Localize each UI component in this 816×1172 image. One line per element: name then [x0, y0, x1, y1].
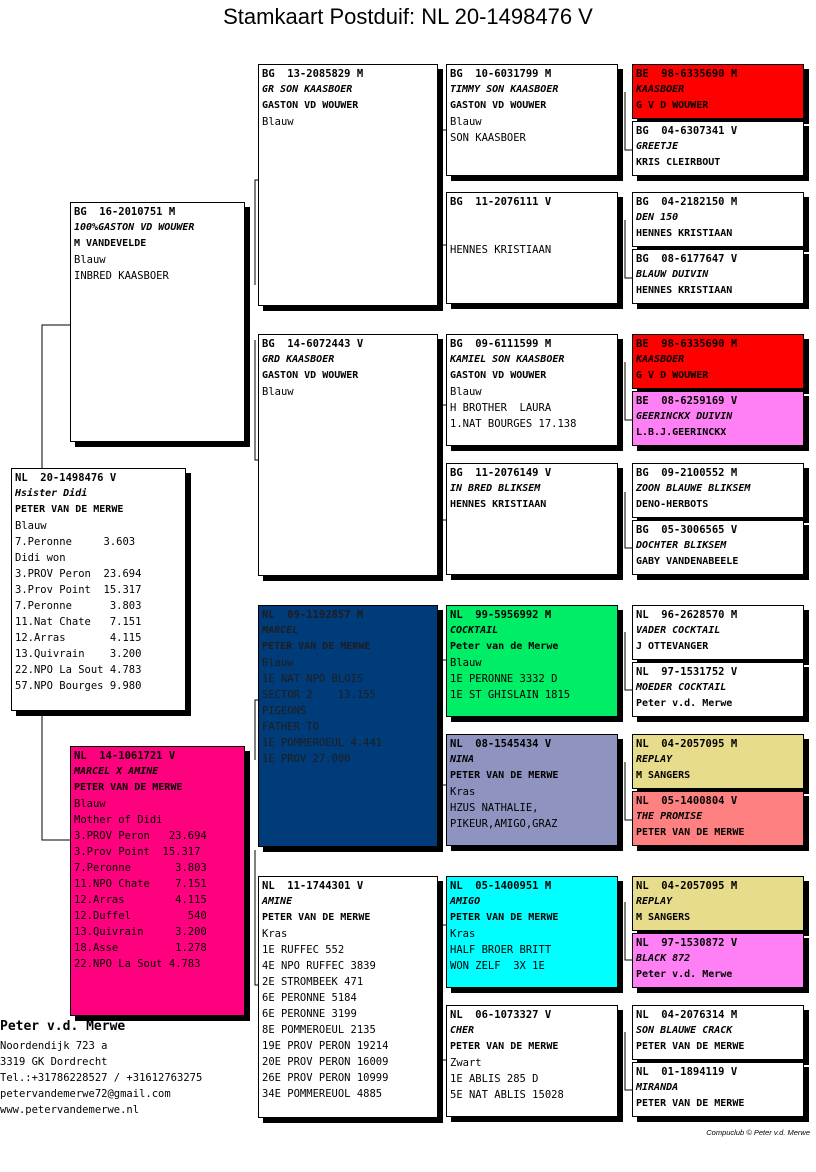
page-title: Stamkaart Postduif: NL 20-1498476 V — [223, 4, 593, 29]
bird-info-line: Didi won — [15, 552, 66, 564]
bird-breeder: PETER VAN DE MERWE — [262, 641, 371, 652]
bird-ring-number: NL 20-1498476 V — [15, 472, 117, 484]
bird-breeder: GASTON VD WOUWER — [262, 370, 359, 381]
bird-info-line: 1E PERONNE 3332 D — [450, 673, 558, 685]
bird-info-line: Blauw — [262, 657, 294, 669]
bird-ring-number: NL 97-1530872 V — [636, 937, 738, 949]
bird-breeder: PETER VAN DE MERWE — [636, 827, 745, 838]
owner-info — [0, 1016, 202, 1118]
bird-name: KAMIEL SON KAASBOER — [450, 354, 565, 365]
bird-info-line: 1.NAT BOURGES 17.138 — [450, 418, 577, 430]
bird-info-line: 34E POMMEREUOL 4885 — [262, 1088, 383, 1100]
bird-info-line: 1E ABLIS 285 D — [450, 1073, 539, 1085]
bird-name: MARCEL — [262, 625, 299, 636]
bird-info-line: 3.Prov Point 15.317 — [74, 846, 201, 858]
pedigree-bird-card[interactable] — [70, 202, 245, 442]
bird-breeder: PETER VAN DE MERWE — [450, 770, 559, 781]
bird-name: REPLAY — [636, 754, 673, 765]
bird-info-line: 7.Peronne 3.803 — [15, 600, 142, 612]
bird-ring-number: NL 04-2076314 M — [636, 1009, 738, 1021]
bird-name: MIRANDA — [636, 1082, 679, 1093]
bird-info-line: 12.Arras 4.115 — [74, 894, 207, 906]
bird-info-line: Blauw — [450, 116, 482, 128]
bird-info-line: Blauw — [450, 657, 482, 669]
pedigree-bird-card[interactable] — [446, 876, 618, 988]
bird-info-line: 6E PERONNE 3199 — [262, 1008, 357, 1020]
bird-info-line: SON KAASBOER — [450, 132, 526, 144]
bird-info-line: HENNES KRISTIAAN — [450, 244, 552, 256]
bird-breeder — [450, 226, 614, 242]
pedigree-bird-card[interactable] — [70, 746, 245, 1016]
bird-breeder: M VANDEVELDE — [74, 238, 147, 249]
bird-info-line: 2E STROMBEEK 471 — [262, 976, 364, 988]
bird-info-line: 22.NPO La Sout 4.783 — [15, 664, 142, 676]
bird-info-line: Blauw — [450, 386, 482, 398]
bird-name: GR SON KAASBOER — [262, 84, 353, 95]
pedigree-bird-card[interactable] — [258, 876, 438, 1118]
bird-name: AMIGO — [450, 896, 481, 907]
pedigree-bird-card[interactable] — [258, 605, 438, 847]
bird-info-line: 22.NPO La Sout 4.783 — [74, 958, 201, 970]
bird-ring-number: NL 05-1400804 V — [636, 795, 738, 807]
bird-ring-number: NL 06-1073327 V — [450, 1009, 552, 1021]
bird-info-line: HALF BROER BRITT — [450, 944, 552, 956]
bird-info-line: Blauw — [262, 116, 294, 128]
bird-info-line: 7.Peronne 3.803 — [74, 862, 207, 874]
bird-name: REPLAY — [636, 896, 673, 907]
bird-name: BLAUW DUIVIN — [636, 269, 709, 280]
bird-breeder: PETER VAN DE MERWE — [450, 1041, 559, 1052]
bird-breeder: HENNES KRISTIAAN — [636, 285, 733, 296]
owner-email[interactable]: petervandemerwe72@gmail.com — [0, 1088, 171, 1100]
pedigree-bird-card[interactable] — [632, 605, 804, 660]
pedigree-bird-card[interactable] — [632, 933, 804, 988]
pedigree-bird-card[interactable] — [446, 605, 618, 717]
bird-breeder: HENNES KRISTIAAN — [636, 228, 733, 239]
bird-info-line: PIGEONS — [262, 705, 307, 717]
pedigree-bird-card[interactable] — [632, 791, 804, 846]
bird-ring-number: NL 04-2057095 M — [636, 880, 738, 892]
bird-ring-number: BE 98-6335690 M — [636, 338, 738, 350]
bird-info-line: FATHER TO — [262, 721, 319, 733]
bird-info-line: INBRED KAASBOER — [74, 270, 169, 282]
pedigree-bird-card[interactable] — [446, 64, 618, 176]
bird-ring-number: BG 04-2182150 M — [636, 196, 738, 208]
bird-ring-number: NL 11-1744301 V — [262, 880, 364, 892]
pedigree-bird-card[interactable] — [258, 64, 438, 306]
bird-breeder: KRIS CLEIRBOUT — [636, 157, 721, 168]
bird-breeder: Peter van de Merwe — [450, 641, 559, 652]
bird-name: NINA — [450, 754, 475, 765]
bird-ring-number: BG 04-6307341 V — [636, 125, 738, 137]
bird-breeder: PETER VAN DE MERWE — [15, 504, 124, 515]
owner-address-line1: Noordendijk 723 a — [0, 1040, 108, 1052]
bird-ring-number: NL 99-5956992 M — [450, 609, 552, 621]
bird-info-line: Blauw — [74, 798, 106, 810]
bird-ring-number: NL 04-2057095 M — [636, 738, 738, 750]
bird-name: CHER — [450, 1025, 475, 1036]
bird-info-line: Kras — [262, 928, 288, 940]
bird-name: GRD KAASBOER — [262, 354, 335, 365]
bird-info-line: 1E POMMEROEUL 4.441 — [262, 737, 383, 749]
owner-phone: Tel.:+31786228527 / +31612763275 — [0, 1072, 203, 1084]
bird-breeder: PETER VAN DE MERWE — [636, 1041, 745, 1052]
pedigree-bird-card[interactable] — [632, 334, 804, 389]
pedigree-bird-card[interactable] — [11, 468, 186, 711]
bird-ring-number: BG 11-2076149 V — [450, 467, 552, 479]
bird-name: 100%GASTON VD WOUWER — [74, 222, 195, 233]
bird-breeder: G V D WOUWER — [636, 370, 709, 381]
bird-ring-number: BG 08-6177647 V — [636, 253, 738, 265]
bird-name — [450, 210, 614, 226]
bird-ring-number: NL 09-1192857 M — [262, 609, 364, 621]
bird-ring-number: BG 13-2085829 M — [262, 68, 364, 80]
bird-info-line: 18.Asse 1.278 — [74, 942, 207, 954]
bird-breeder: J OTTEVANGER — [636, 641, 709, 652]
bird-info-line: 12.Duffel 540 — [74, 910, 207, 922]
pedigree-bird-card[interactable] — [632, 662, 804, 717]
bird-ring-number: NL 14-1061721 V — [74, 750, 176, 762]
bird-info-line: 11.NPO Chate 7.151 — [74, 878, 207, 890]
pedigree-bird-card[interactable] — [632, 249, 804, 304]
bird-info-line: WON ZELF 3X 1E — [450, 960, 545, 972]
bird-info-line: 13.Quivrain 3.200 — [74, 926, 207, 938]
bird-ring-number: BG 05-3006565 V — [636, 524, 738, 536]
bird-info-line: 5E NAT ABLIS 15028 — [450, 1089, 564, 1101]
owner-website[interactable]: www.petervandemerwe.nl — [0, 1104, 140, 1116]
bird-info-line: 3.PROV Peron 23.694 — [74, 830, 207, 842]
bird-info-line: 1E NAT NPO BLOIS — [262, 673, 364, 685]
bird-breeder: Peter v.d. Merwe — [636, 969, 733, 980]
bird-breeder: M SANGERS — [636, 912, 691, 923]
bird-name: KAASBOER — [636, 354, 685, 365]
bird-breeder: PETER VAN DE MERWE — [636, 1098, 745, 1109]
bird-info-line: Kras — [450, 928, 476, 940]
pedigree-bird-card[interactable] — [446, 1005, 618, 1117]
bird-name: MOEDER COCKTAIL — [636, 682, 727, 693]
bird-name: VADER COCKTAIL — [636, 625, 721, 636]
bird-ring-number: NL 05-1400951 M — [450, 880, 552, 892]
bird-breeder: Peter v.d. Merwe — [636, 698, 733, 709]
bird-ring-number: NL 08-1545434 V — [450, 738, 552, 750]
bird-breeder: GABY VANDENABEELE — [636, 556, 739, 567]
bird-ring-number: BE 08-6259169 V — [636, 395, 738, 407]
bird-info-line: 1E ST GHISLAIN 1815 — [450, 689, 571, 701]
bird-info-line: 57.NPO Bourges 9.980 — [15, 680, 142, 692]
pedigree-bird-card[interactable] — [632, 463, 804, 518]
bird-breeder: M SANGERS — [636, 770, 691, 781]
bird-name: GREETJE — [636, 141, 679, 152]
pedigree-bird-card[interactable] — [632, 192, 804, 247]
bird-ring-number: NL 97-1531752 V — [636, 666, 738, 678]
pedigree-bird-card[interactable] — [258, 334, 438, 576]
bird-info-line: 3.PROV Peron 23.694 — [15, 568, 142, 580]
bird-breeder: GASTON VD WOUWER — [262, 100, 359, 111]
footer-credit: Compuclub © Peter v.d. Merwe — [706, 1128, 810, 1137]
bird-ring-number: NL 01-1894119 V — [636, 1066, 738, 1078]
bird-info-line: 13.Quivrain 3.200 — [15, 648, 142, 660]
bird-name: THE PROMISE — [636, 811, 703, 822]
bird-info-line: 8E POMMEROEUL 2135 — [262, 1024, 376, 1036]
pedigree-bird-card[interactable] — [632, 64, 804, 119]
bird-name: BLACK 872 — [636, 953, 691, 964]
bird-name: ZOON BLAUWE BLIKSEM — [636, 483, 751, 494]
bird-info-line: Blauw — [74, 254, 106, 266]
bird-info-line: 3.Prov Point 15.317 — [15, 584, 142, 596]
bird-breeder: GASTON VD WOUWER — [450, 100, 547, 111]
bird-name: MARCEL X AMINE — [74, 766, 159, 777]
bird-info-line: PIKEUR,AMIGO,GRAZ — [450, 818, 558, 830]
bird-info-line: SECTOR 2 13.155 — [262, 689, 376, 701]
bird-info-line: Blauw — [15, 520, 47, 532]
bird-ring-number: BG 09-6111599 M — [450, 338, 552, 350]
bird-breeder: PETER VAN DE MERWE — [262, 912, 371, 923]
bird-name: IN BRED BLIKSEM — [450, 483, 541, 494]
pedigree-bird-card[interactable] — [632, 391, 804, 446]
bird-ring-number: BG 10-6031799 M — [450, 68, 552, 80]
bird-info-line: 7.Peronne 3.603 — [15, 536, 136, 548]
pedigree-bird-card[interactable] — [446, 463, 618, 575]
bird-info-line: H BROTHER LAURA — [450, 402, 552, 414]
bird-breeder: HENNES KRISTIAAN — [450, 499, 547, 510]
bird-name: DOCHTER BLIKSEM — [636, 540, 727, 551]
bird-info-line: Blauw — [262, 386, 294, 398]
owner-address-line2: 3319 GK Dordrecht — [0, 1056, 108, 1068]
bird-info-line: 11.Nat Chate 7.151 — [15, 616, 142, 628]
bird-info-line: Mother of Didi — [74, 814, 163, 826]
bird-info-line: 12.Arras 4.115 — [15, 632, 142, 644]
bird-breeder: PETER VAN DE MERWE — [74, 782, 183, 793]
bird-name: AMINE — [262, 896, 293, 907]
bird-info-line: 1E PROV 27.000 — [262, 753, 351, 765]
pedigree-bird-card[interactable] — [632, 1005, 804, 1060]
bird-breeder: DENO-HERBOTS — [636, 499, 709, 510]
bird-info-line: 19E PROV PERON 19214 — [262, 1040, 389, 1052]
bird-name: Hsister Didi — [15, 488, 88, 499]
bird-breeder: L.B.J.GEERINCKX — [636, 427, 727, 438]
bird-ring-number: BG 14-6072443 V — [262, 338, 364, 350]
bird-ring-number: BG 09-2100552 M — [636, 467, 738, 479]
bird-info-line: Kras — [450, 786, 476, 798]
pedigree-bird-card[interactable] — [632, 121, 804, 176]
bird-info-line: 4E NPO RUFFEC 3839 — [262, 960, 376, 972]
bird-name: TIMMY SON KAASBOER — [450, 84, 559, 95]
bird-ring-number: BG 16-2010751 M — [74, 206, 176, 218]
bird-ring-number: BE 98-6335690 M — [636, 68, 738, 80]
bird-breeder: GASTON VD WOUWER — [450, 370, 547, 381]
pedigree-bird-card[interactable] — [446, 334, 618, 446]
bird-ring-number: BG 11-2076111 V — [450, 196, 552, 208]
bird-name: SON BLAUWE CRACK — [636, 1025, 733, 1036]
bird-name: COCKTAIL — [450, 625, 499, 636]
bird-info-line: 20E PROV PERON 16009 — [262, 1056, 389, 1068]
bird-info-line: 26E PROV PERON 10999 — [262, 1072, 389, 1084]
bird-breeder: PETER VAN DE MERWE — [450, 912, 559, 923]
bird-name: KAASBOER — [636, 84, 685, 95]
bird-breeder: G V D WOUWER — [636, 100, 709, 111]
pedigree-bird-card[interactable] — [632, 876, 804, 931]
bird-info-line: Zwart — [450, 1057, 482, 1069]
bird-info-line: 6E PERONNE 5184 — [262, 992, 357, 1004]
pedigree-bird-card[interactable] — [632, 520, 804, 575]
bird-info-line: 1E RUFFEC 552 — [262, 944, 345, 956]
pedigree-bird-card[interactable] — [446, 734, 618, 846]
bird-info-line: HZUS NATHALIE, — [450, 802, 539, 814]
bird-name: GEERINCKX DUIVIN — [636, 411, 733, 422]
owner-name: Peter v.d. Merwe — [0, 1019, 126, 1034]
pedigree-bird-card[interactable] — [632, 734, 804, 789]
pedigree-bird-card[interactable] — [446, 192, 618, 304]
pedigree-bird-card[interactable] — [632, 1062, 804, 1117]
bird-ring-number: NL 96-2628570 M — [636, 609, 738, 621]
bird-name: DEN 150 — [636, 212, 679, 223]
